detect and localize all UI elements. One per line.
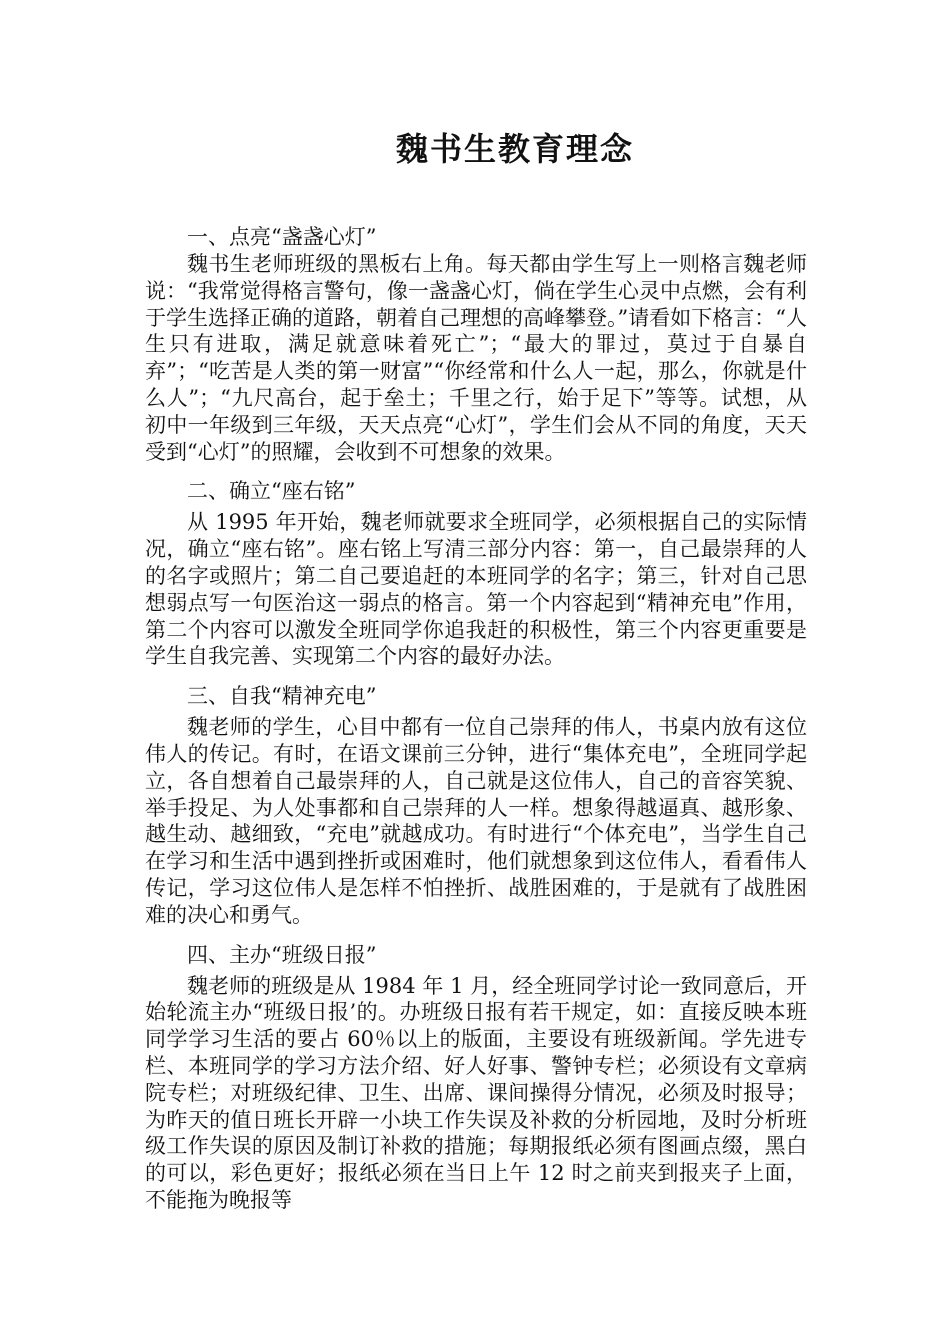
section-body: 从 1995 年开始，魏老师就要求全班同学，必须根据自己的实际情况，确立“座右铭”。座右铭上写清三部分内容：第一，自己最崇拜的人的名字或照片；第二自己要追赶的本班同学的名字；第三，针对自己思想弱点写一句医治这一弱点的格言。第一个内容起到“精神充电”作用，第二个内容可以激发全班同学你追我赶的积极性，第三个内容更重要是学生自我完善、实现第二个内容的最好办法。 [145,510,807,669]
section-2 [145,477,807,670]
section-body: 魏书生老师班级的黑板右上角。每天都由学生写上一则格言魏老师说：“我常觉得格言警句，像一盏盏心灯，倘在学生心灵中点燃，会有利于学生选择正确的道路，朝着自己理想的高峰攀登。”请看如下格言：“人生只有进取，满足就意味着死亡”；“最大的罪过，莫过于自暴自弃”；“吃苦是人类的第一财富”“你经常和什么人一起，那么，你就是什么人”；“九尺高台，起于垒土；千里之行，始于足下”等等。试想，从初中一年级到三年级，天天点亮“心灯”，学生们会从不同的角度，天天受到“心灯”的照耀，会收到不可想象的效果。 [145,252,807,464]
section-3 [145,682,807,928]
document-title: 魏书生教育理念 [395,130,634,168]
section-1 [145,223,807,465]
section-body: 魏老师的班级是从 1984 年 1 月，经全班同学讨论一致同意后，开始轮流主办“班级日报’的。办班级日报有若干规定，如：直接反映本班同学学习生活的要占 60％以上的版面，主要设有班级新闻。学先进专栏、本班同学的学习方法介绍、好人好事、警钟专栏；必须设有文章病院专栏；对班级纪律、卫生、出席、课间操得分情况，必须及时报导；为昨天的值日班长开辟一小块工作失误及补救的分析园地，及时分析班级工作失误的原因及制订补救的措施；每期报纸必须有图画点缀，黑白的可以，彩色更好；报纸必须在当日上午 12 时之前夹到报夹子上面，不能拖为晚报等 [145,973,807,1212]
section-heading: 四、主办“班级日报” [187,942,377,967]
section-body: 魏老师的学生，心目中都有一位自己崇拜的伟人，书桌内放有这位伟人的传记。有时，在语文课前三分钟，进行“集体充电”，全班同学起立，各自想着自己最崇拜的人，自己就是这位伟人，自己的音容笑貌、举手投足、为人处事都和自己崇拜的人一样。想象得越逼真、越形象、越生动、越细致，“充电”就越成功。有时进行“个体充电”，当学生自己在学习和生活中遇到挫折或困难时，他们就想象到这位伟人，看看伟人传记，学习这位伟人是怎样不怕挫折、战胜困难的，于是就有了战胜困难的决心和勇气。 [145,715,807,927]
section-heading: 三、自我“精神充电” [187,684,377,709]
section-heading: 二、确立“座右铭” [187,479,356,504]
document-page [145,125,807,1226]
section-heading: 一、点亮“盏盏心灯” [187,225,377,249]
section-4 [145,941,807,1214]
